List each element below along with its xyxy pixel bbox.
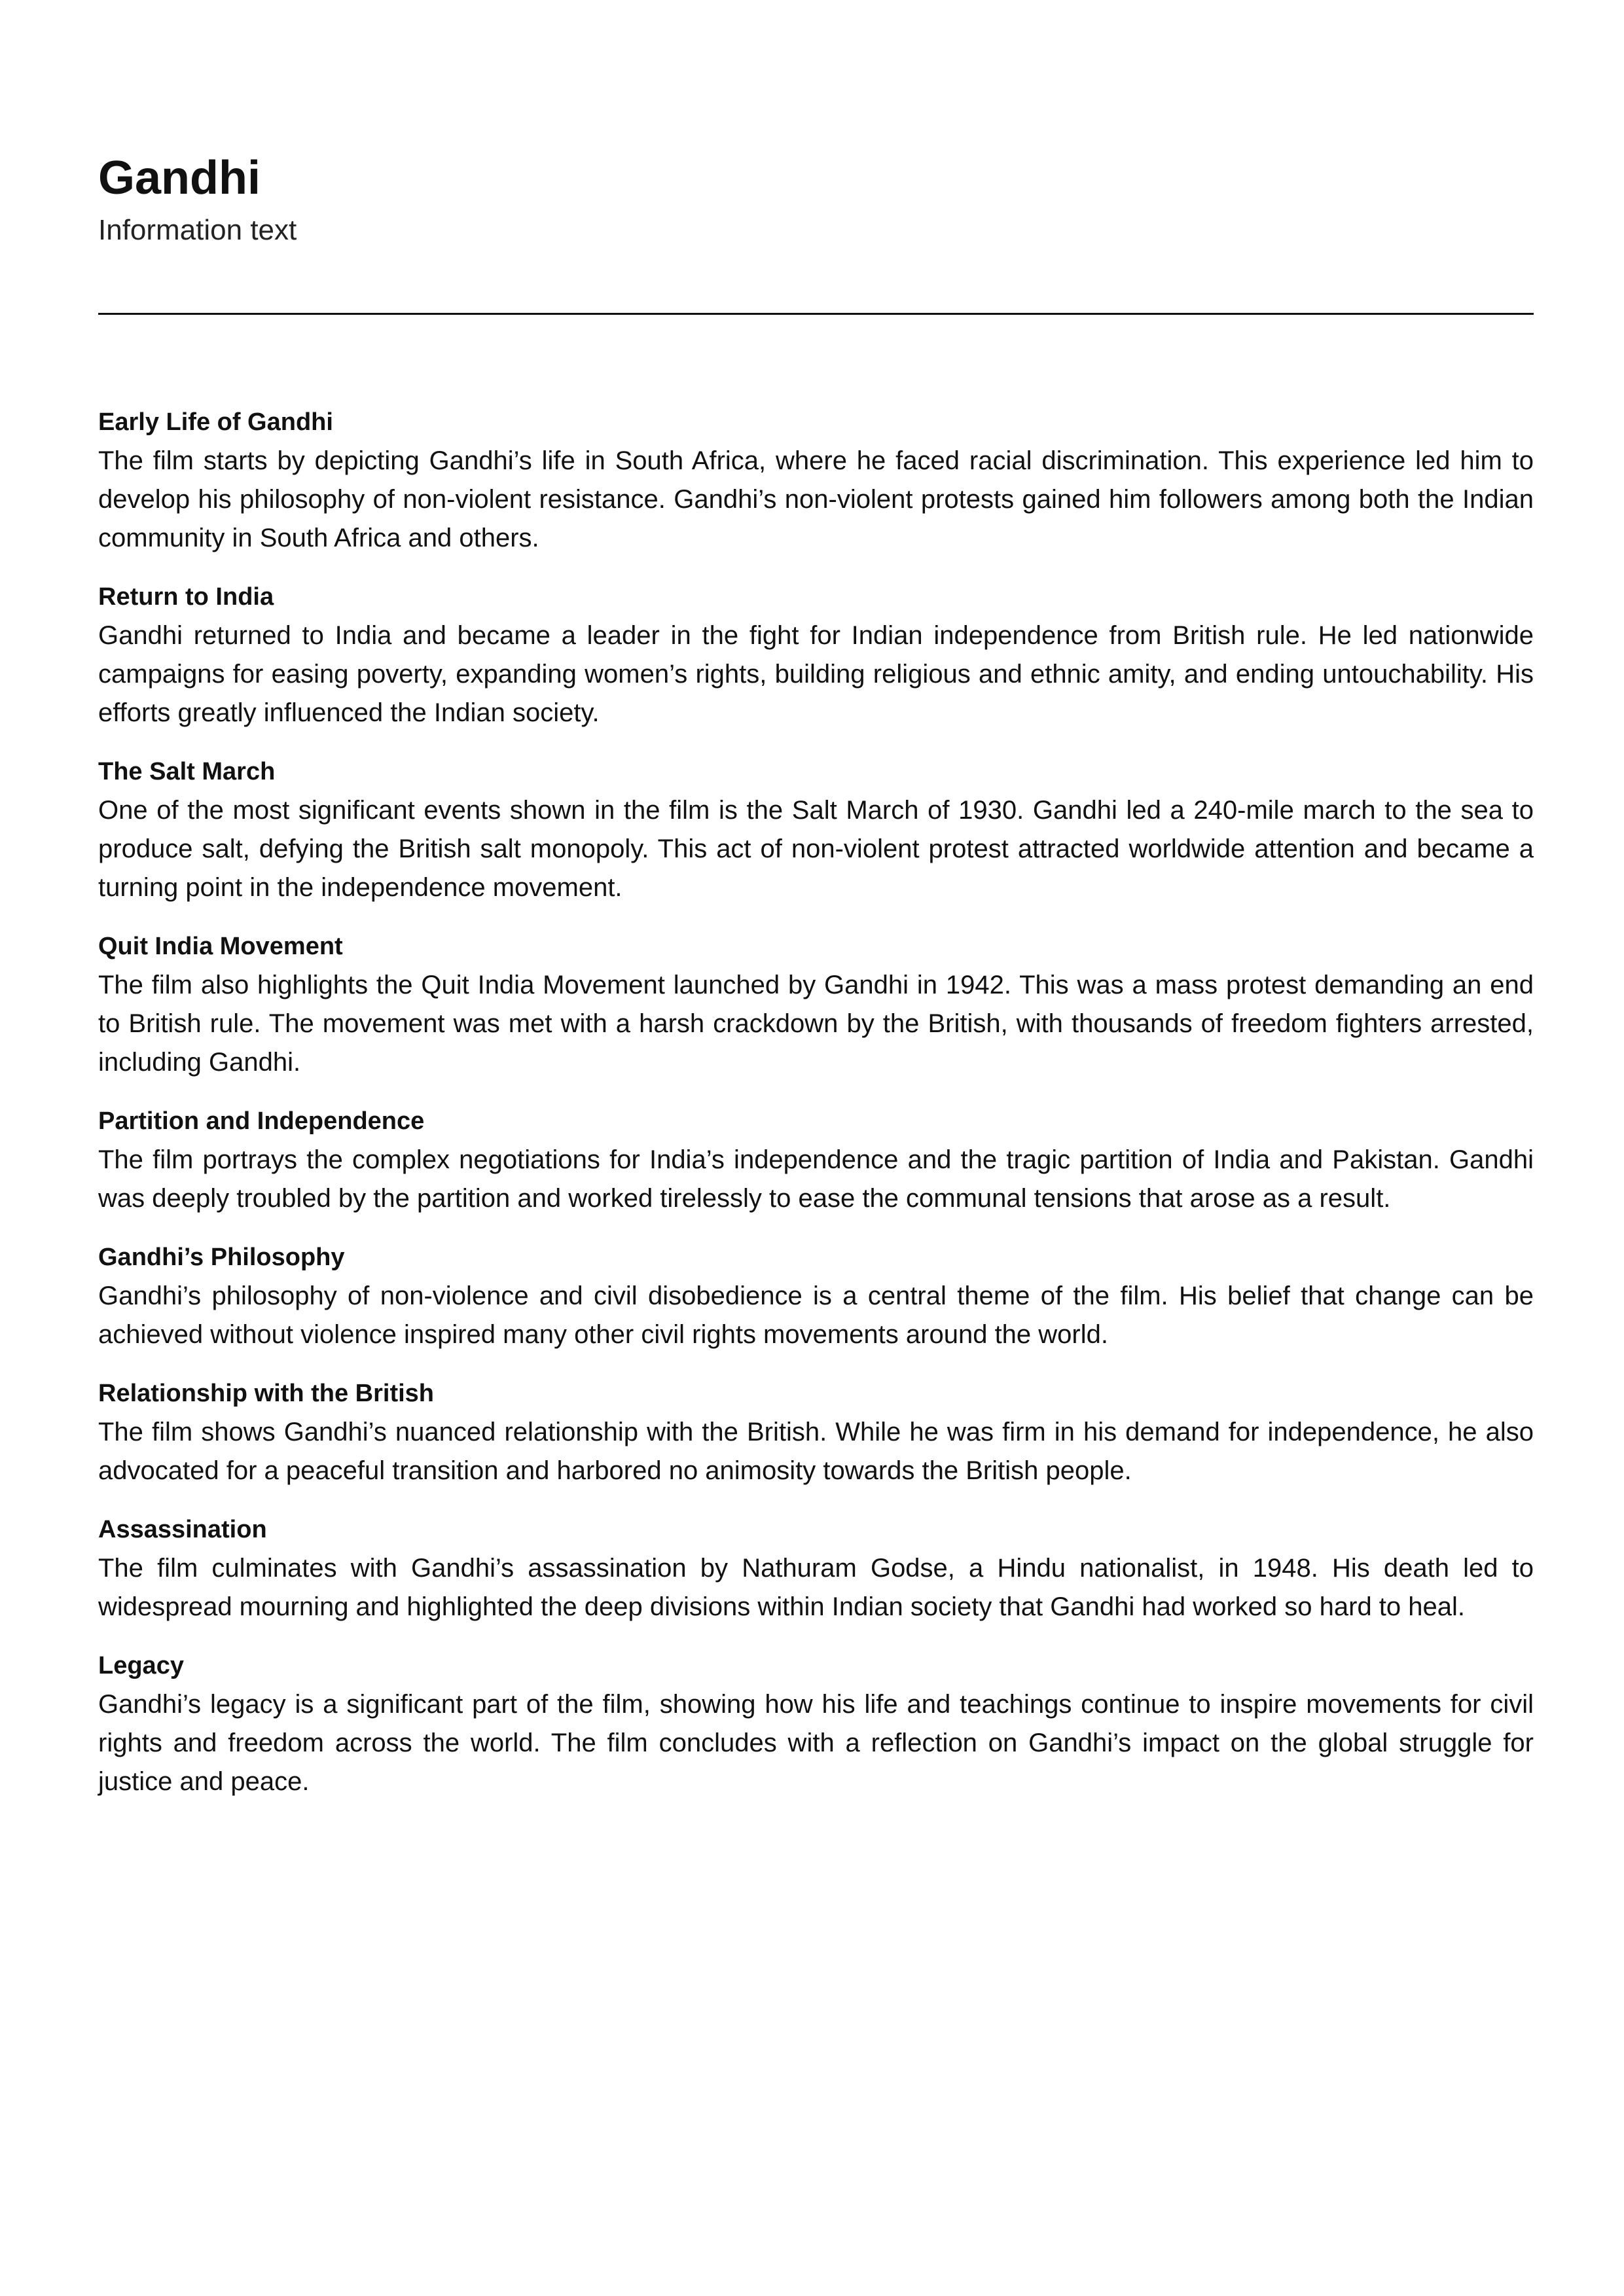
section-heading: Assassination bbox=[98, 1516, 267, 1543]
section-early-life bbox=[98, 403, 1534, 558]
document-subtitle: Information text bbox=[98, 214, 297, 246]
section-heading: Relationship with the British bbox=[98, 1380, 435, 1407]
section-paragraph: The film culminates with Gandhi’s assassination by Nathuram Godse, a Hindu nationalist, in 1948. His death led to widespread mourning and highlighted the deep divisions within Indian society that Gandhi had worked so hard to heal. bbox=[98, 1554, 1534, 1621]
section-assassination bbox=[98, 1510, 1534, 1626]
section-paragraph: The film portrays the complex negotiations for India’s independence and the tragic partition of India and Pakistan. Gandhi was deeply troubled by the partition and worked tirelessly to ease the communal tensions that arose as a result. bbox=[98, 1145, 1534, 1213]
section-philosophy bbox=[98, 1238, 1534, 1354]
section-heading: The Salt March bbox=[98, 758, 276, 785]
section-heading: Quit India Movement bbox=[98, 933, 343, 960]
section-paragraph: The film also highlights the Quit India Movement launched by Gandhi in 1942. This was a mass protest demanding an end to British rule. The movement was met with a harsh crackdown by the British, with thousands of freedom fighters arrested, including Gandhi. bbox=[98, 971, 1534, 1077]
section-heading: Early Life of Gandhi bbox=[98, 408, 333, 436]
section-paragraph: Gandhi’s legacy is a significant part of the film, showing how his life and teachings continue to inspire movements for civil rights and freedom across the world. The film concludes with a reflection on Gandhi’s impact on the global struggle for justice and peace. bbox=[98, 1690, 1534, 1796]
section-heading: Return to India bbox=[98, 583, 274, 611]
section-quit-india bbox=[98, 927, 1534, 1082]
section-return-to-india bbox=[98, 577, 1534, 732]
header-divider bbox=[98, 313, 1534, 315]
document-title: Gandhi bbox=[98, 152, 261, 204]
section-legacy bbox=[98, 1646, 1534, 1801]
section-paragraph: The film shows Gandhi’s nuanced relationship with the British. While he was firm in his demand for independence, he also advocated for a peaceful transition and harbored no animosity towards the British people. bbox=[98, 1418, 1534, 1485]
section-heading: Gandhi’s Philosophy bbox=[98, 1244, 345, 1271]
section-partition bbox=[98, 1102, 1534, 1218]
section-heading: Legacy bbox=[98, 1652, 184, 1679]
section-paragraph: Gandhi returned to India and became a leader in the fight for Indian independence from British rule. He led nationwide campaigns for easing poverty, expanding women’s rights, building religious and ethnic amity, and ending untouchability. His efforts greatly influenced the Indian society. bbox=[98, 621, 1534, 727]
document-body bbox=[98, 403, 1534, 1821]
section-relationship-british bbox=[98, 1374, 1534, 1490]
section-salt-march bbox=[98, 752, 1534, 907]
section-paragraph: Gandhi’s philosophy of non-violence and civil disobedience is a central theme of the film. His belief that change can be achieved without violence inspired many other civil rights movements around the world. bbox=[98, 1282, 1534, 1349]
section-paragraph: The film starts by depicting Gandhi’s life in South Africa, where he faced racial discrimination. This experience led him to develop his philosophy of non-violent resistance. Gandhi’s non-violent protests gained him followers among both the Indian community in South Africa and others. bbox=[98, 446, 1534, 552]
section-heading: Partition and Independence bbox=[98, 1107, 425, 1135]
section-paragraph: One of the most significant events shown in the film is the Salt March of 1930. Gandhi led a 240-mile march to the sea to produce salt, defying the British salt monopoly. This act of non-violent protest attracted worldwide attention and became a turning point in the independence movement. bbox=[98, 796, 1534, 902]
